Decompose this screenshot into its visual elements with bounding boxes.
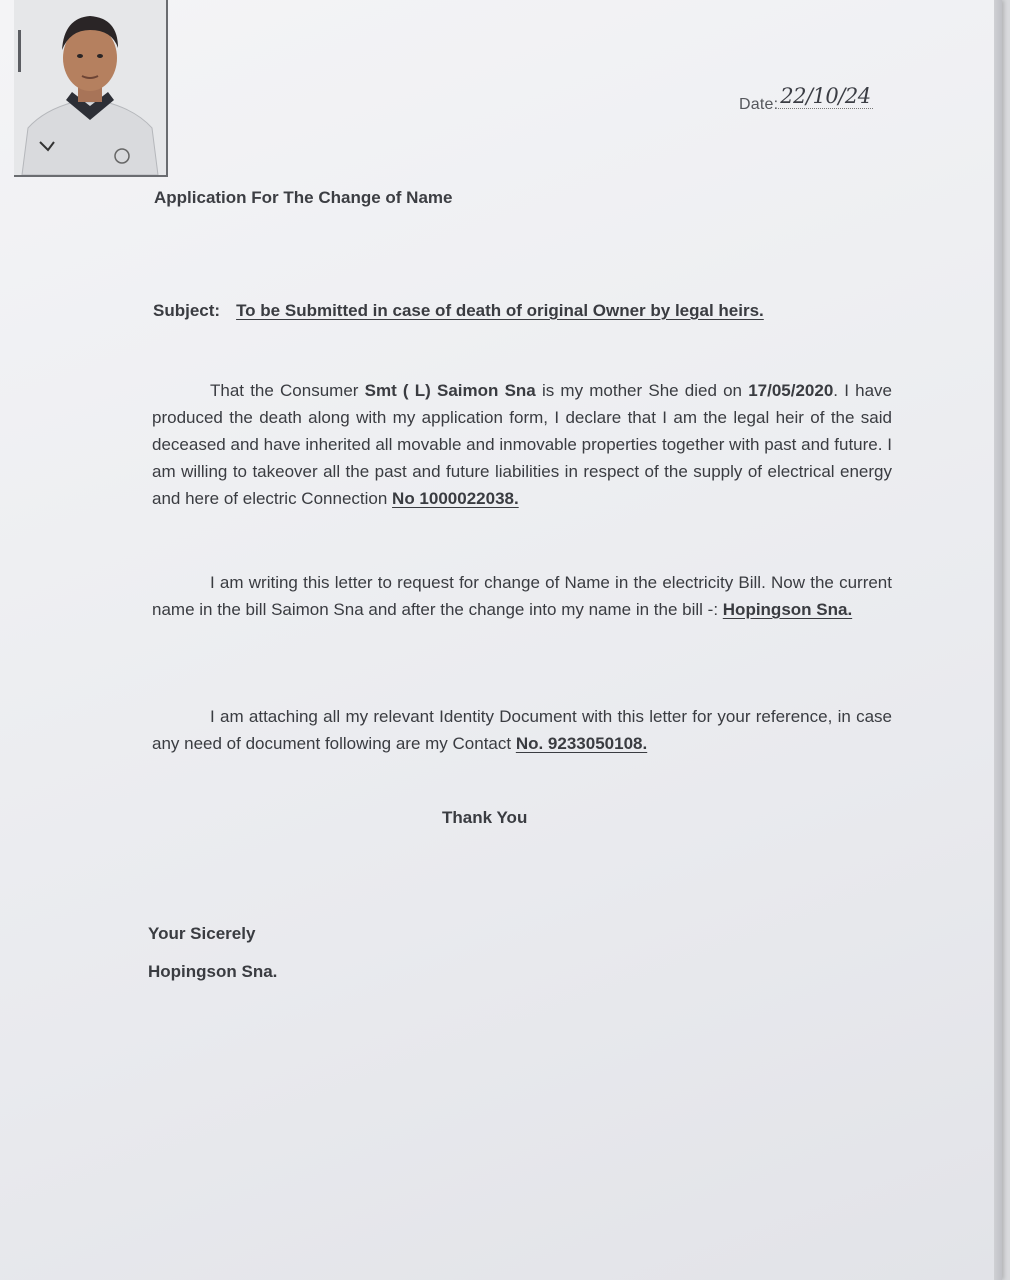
para2-text: I am writing this letter to request for change of Name in the electricity Bill. Now the current name in the bill Saimon Sna and after the change into my name in the bill -: <box>152 573 892 619</box>
para3-text: I am attaching all my relevant Identity Document with this letter for your reference, in case any need of document following are my Contact <box>152 707 892 753</box>
new-name: Hopingson Sna. <box>722 600 853 619</box>
connection-number: No 1000022038. <box>392 489 519 508</box>
death-date: 17/05/2020 <box>748 381 834 400</box>
letter-title: Application For The Change of Name <box>154 188 453 207</box>
signer-name: Hopingson Sna. <box>148 962 278 981</box>
date-label: Date: <box>739 96 779 113</box>
date-line <box>739 84 873 114</box>
para1-text-2: is my mother She died on <box>535 381 749 400</box>
closing-salutation: Your Sicerely <box>148 924 256 943</box>
subject-line <box>153 301 764 321</box>
thank-you: Thank You <box>442 808 528 827</box>
paragraph-declaration <box>152 377 892 512</box>
page-edge <box>994 0 1002 1280</box>
handwritten-date: 22/10/24 <box>780 84 871 108</box>
contact-number: No. 9233050108. <box>515 734 648 753</box>
paragraph-request <box>152 569 892 623</box>
consumer-name: Smt ( L) Saimon Sna <box>364 381 536 400</box>
subject-label: Subject: <box>153 301 221 320</box>
para1-text-3: . I have produced the death along with my application form, I declare that I am the legal heir of the said deceased and have inherited all movable and inmovable properties together with past and future. I am willing to takeover all the past and future liabilities in respect of the supply of electrical energy and here of electric Connection <box>152 381 892 508</box>
subject-text: To be Submitted in case of death of original Owner by legal heirs. <box>236 301 764 320</box>
applicant-photo <box>14 0 168 177</box>
paragraph-attachment <box>152 703 892 757</box>
para1-text-1: That the Consumer <box>210 381 365 400</box>
